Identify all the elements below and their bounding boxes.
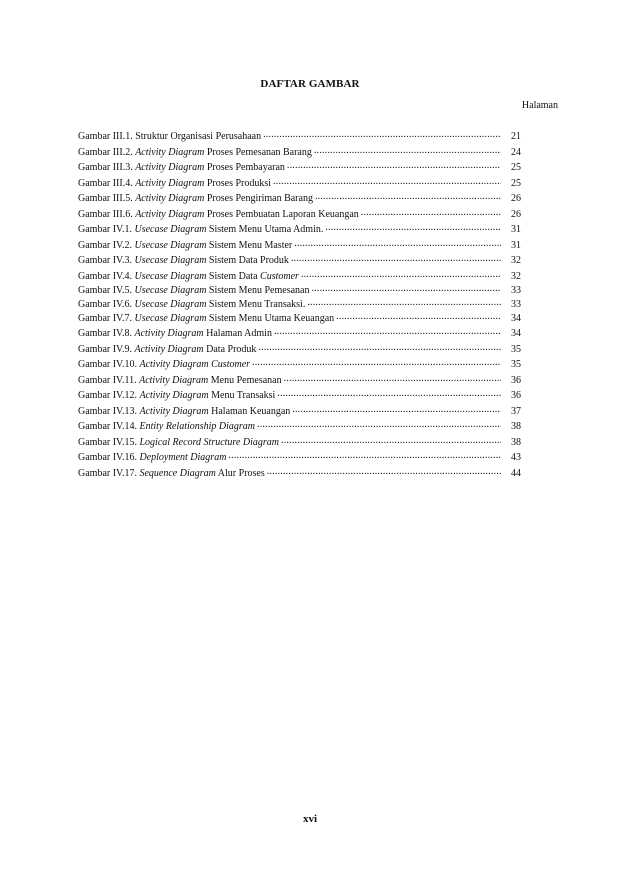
dot-leader	[267, 464, 501, 480]
figure-title-italic: Usecase Diagram	[134, 313, 207, 324]
figure-number: Gambar III.2.	[78, 146, 136, 158]
toc-entry-label	[78, 357, 250, 373]
toc-page-number: 36	[511, 390, 521, 401]
figure-title: Proses Pengiriman Barang	[204, 193, 313, 204]
toc-page-number: 26	[511, 193, 521, 204]
figure-title: Halaman Keuangan	[208, 405, 291, 417]
figure-number: Gambar IV.10.	[78, 359, 140, 370]
figure-list	[78, 129, 521, 481]
figure-title-italic: Activity Diagram	[135, 162, 205, 173]
figure-number: Gambar IV.12.	[78, 390, 140, 401]
dot-leader	[257, 417, 501, 433]
figure-title-italic: Activity Diagram	[139, 390, 209, 401]
dot-leader	[311, 282, 501, 296]
figure-number: Gambar IV.3.	[78, 255, 135, 266]
figure-title-italic: Entity Relationship Diagram	[139, 421, 256, 432]
toc-page-number: 35	[511, 343, 521, 355]
toc-page-number: 37	[511, 405, 521, 417]
dot-leader	[361, 205, 501, 221]
figure-title-italic: Usecase Diagram	[134, 255, 207, 266]
toc-entry[interactable]	[78, 466, 521, 482]
page-number: xvi	[302, 813, 318, 825]
figure-number: Gambar III.4.	[78, 177, 136, 189]
toc-page-number: 26	[511, 208, 521, 220]
figure-number: Gambar IV.14.	[78, 421, 140, 432]
page-column-label: Halaman	[521, 100, 558, 111]
figure-title: Proses Pemesanan Barang	[204, 146, 312, 158]
toc-page-number: 33	[511, 285, 521, 296]
dot-leader	[325, 220, 501, 236]
toc-page-number: 21	[511, 131, 521, 142]
dot-leader	[277, 386, 501, 402]
figure-title-italic: Activity Diagram	[139, 374, 209, 386]
figure-title: Menu Pemesanan	[208, 374, 282, 386]
toc-entry-label	[78, 129, 261, 145]
toc-entry-label	[78, 222, 323, 238]
toc-page-number: 36	[511, 374, 521, 386]
dot-leader	[228, 448, 501, 464]
toc-page-number: 24	[511, 146, 521, 158]
toc-entry-label	[78, 419, 255, 435]
toc-page-number: 31	[511, 224, 521, 235]
figure-title-italic: Activity Diagram	[134, 328, 204, 339]
toc-page-number: 35	[511, 359, 521, 370]
toc-entry-label	[78, 450, 226, 466]
figure-title-italic: Activity Diagram	[135, 193, 205, 204]
figure-number: Gambar IV.15.	[78, 436, 140, 448]
toc-entry-label	[78, 176, 271, 192]
figure-number: Gambar III.3.	[78, 162, 136, 173]
toc-page-number: 34	[511, 313, 521, 324]
toc-entry-label	[78, 388, 275, 404]
figure-title-italic: Activity Diagram	[139, 405, 209, 417]
figure-number: Gambar III.5.	[78, 193, 136, 204]
toc-page-number: 32	[511, 255, 521, 266]
toc-page-number: 34	[511, 328, 521, 339]
dot-leader	[274, 324, 501, 340]
figure-title-italic: Deployment Diagram	[139, 452, 227, 463]
figure-number: Gambar IV.8.	[78, 328, 135, 339]
toc-page-number: 44	[511, 467, 521, 479]
figure-title: Halaman Admin	[203, 328, 272, 339]
figure-title: Sistem Menu Master	[206, 239, 293, 251]
figure-title-italic: Logical Record Structure Diagram	[139, 436, 280, 448]
figure-title: Sistem Menu Pemesanan	[206, 285, 310, 296]
figure-number: Gambar IV.17.	[78, 467, 140, 479]
dot-leader	[273, 174, 501, 190]
figure-title-italic: Activity Diagram	[135, 146, 205, 158]
figure-number: Gambar IV.5.	[78, 285, 135, 296]
toc-entry-label	[78, 191, 313, 207]
figure-title-italic: Usecase Diagram	[134, 239, 207, 251]
figure-title: Sistem Menu Utama Keuangan	[206, 313, 335, 324]
dot-leader	[315, 189, 501, 205]
dot-leader	[252, 355, 501, 371]
figure-title: Proses Produksi	[204, 177, 272, 189]
page-title: DAFTAR GAMBAR	[260, 78, 360, 90]
toc-page-number: 33	[511, 299, 521, 310]
figure-number: Gambar IV.1.	[78, 224, 135, 235]
figure-title: Struktur Organisasi Perusahaan	[135, 131, 262, 142]
figure-number: Gambar IV.4.	[78, 270, 135, 282]
toc-page-number: 25	[511, 177, 521, 189]
dot-leader	[307, 296, 501, 310]
toc-entry-label	[78, 284, 309, 298]
toc-page-number: 25	[511, 162, 521, 173]
figure-number: Gambar IV.11.	[78, 374, 140, 386]
figure-title-italic: Activity Diagram	[135, 208, 205, 220]
figure-title: Sistem Data	[206, 270, 261, 282]
figure-title-italic: Activity Diagram	[134, 343, 204, 355]
toc-entry-label	[78, 145, 312, 161]
toc-page-number: 43	[511, 452, 521, 463]
dot-leader	[314, 143, 501, 159]
figure-number: Gambar IV.6.	[78, 299, 135, 310]
figure-title: Alur Proses	[215, 467, 265, 479]
figure-title: Proses Pembayaran	[204, 162, 285, 173]
figure-number: Gambar III.6.	[78, 208, 136, 220]
toc-entry-label	[78, 253, 289, 269]
figure-title: Data Produk	[203, 343, 257, 355]
figure-title-italic: Customer	[260, 270, 299, 282]
dot-leader	[291, 251, 501, 267]
figure-title-italic: Activity Diagram	[135, 177, 205, 189]
figure-title: Proses Pembuatan Laporan Keuangan	[204, 208, 359, 220]
toc-entry-label	[78, 238, 292, 254]
figure-number: Gambar IV.7.	[78, 313, 135, 324]
dot-leader	[258, 340, 501, 356]
toc-entry-label	[78, 466, 265, 482]
figure-title-italic: Sequence Diagram	[139, 467, 216, 479]
figure-title-italic: Usecase Diagram	[134, 285, 207, 296]
dot-leader	[301, 267, 501, 283]
figure-title-italic: Usecase Diagram	[134, 299, 207, 310]
figure-title-italic: Usecase Diagram	[134, 270, 207, 282]
dot-leader	[292, 402, 501, 418]
figure-number: Gambar IV.13.	[78, 405, 140, 417]
dot-leader	[263, 127, 501, 143]
figure-title: Sistem Menu Transaksi.	[206, 299, 306, 310]
dot-leader	[287, 158, 501, 174]
figure-number: Gambar IV.16.	[78, 452, 140, 463]
toc-entry-label	[78, 373, 282, 389]
figure-number: Gambar IV.2.	[78, 239, 135, 251]
figure-title-italic: Usecase Diagram	[134, 224, 207, 235]
figure-number: Gambar III.1.	[78, 131, 136, 142]
figure-title: Sistem Menu Utama Admin.	[206, 224, 324, 235]
dot-leader	[336, 310, 501, 324]
toc-page-number: 32	[511, 270, 521, 282]
figure-title: Sistem Data Produk	[206, 255, 289, 266]
figure-number: Gambar IV.9.	[78, 343, 135, 355]
figure-title-italic: Activity Diagram Customer	[139, 359, 251, 370]
toc-entry-label	[78, 342, 256, 358]
toc-entry-label	[78, 207, 359, 223]
toc-entry-label	[78, 160, 285, 176]
toc-page-number: 38	[511, 436, 521, 448]
toc-entry-label	[78, 269, 299, 285]
figure-title: Menu Transaksi	[208, 390, 276, 401]
toc-entry-label	[78, 298, 305, 312]
toc-entry-label	[78, 326, 272, 342]
dot-leader	[281, 433, 501, 449]
toc-page-number: 38	[511, 421, 521, 432]
dot-leader	[294, 236, 501, 252]
dot-leader	[284, 371, 501, 387]
toc-page-number: 31	[511, 239, 521, 251]
